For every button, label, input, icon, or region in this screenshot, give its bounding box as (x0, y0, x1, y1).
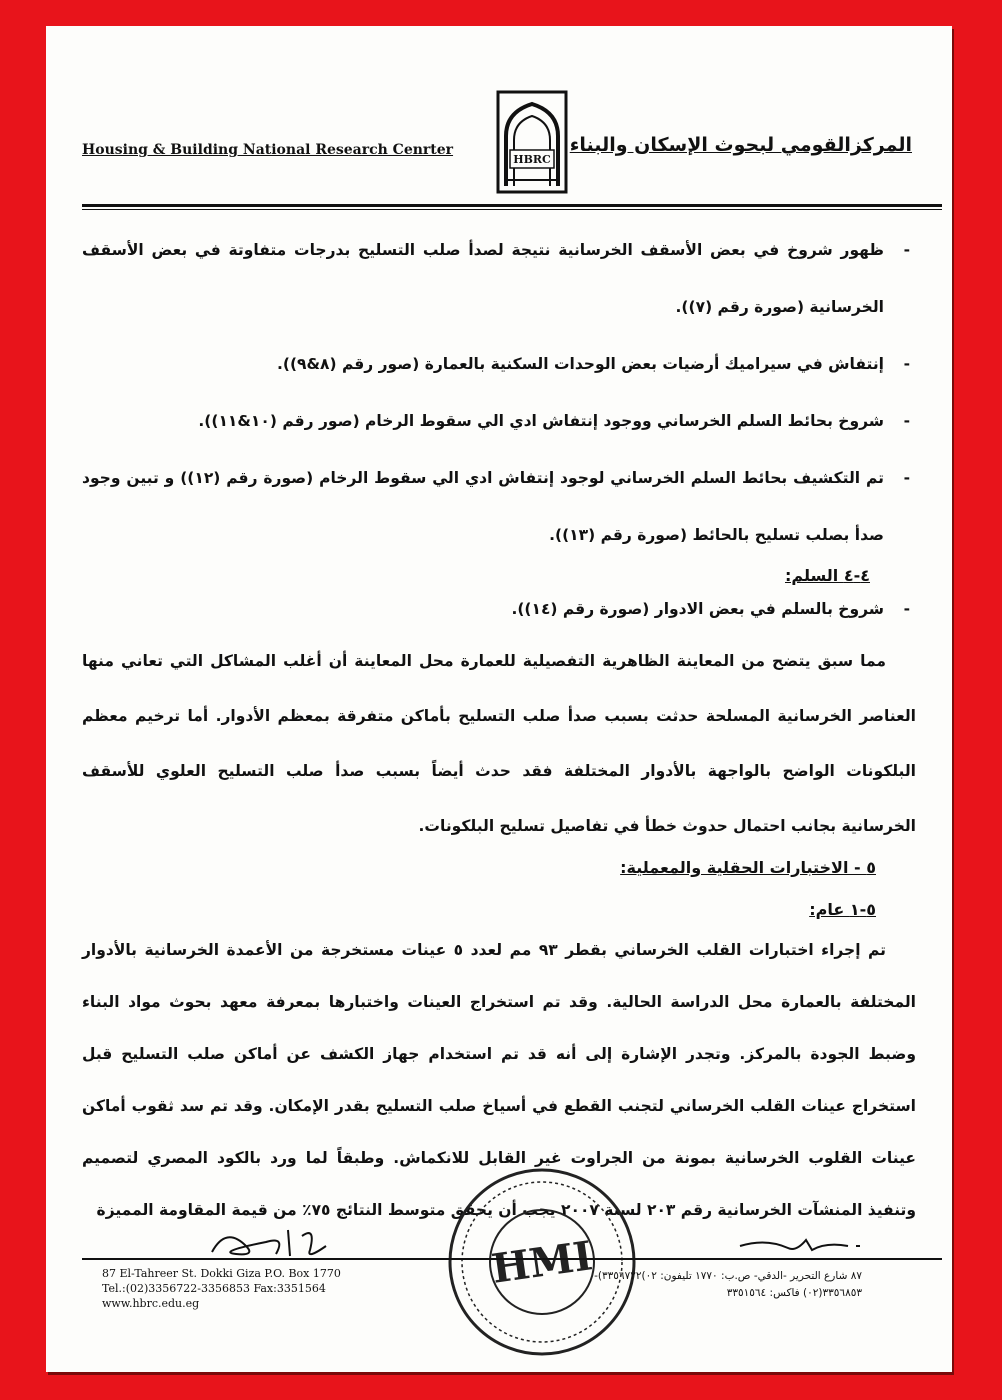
hbrc-logo-icon (496, 90, 568, 194)
list-item: - شروخ بحائط السلم الخرساني ووجود إنتفاش ادي الي سقوط الرخام (صور رقم (١٠&١١)). (198, 412, 910, 430)
section-heading-stairs: ٤-٤ السلم: (785, 566, 870, 585)
header-rule-thin (82, 209, 942, 210)
header-rule (82, 204, 942, 207)
document-page (46, 26, 952, 1372)
round-stamp-icon (444, 1164, 640, 1360)
signature-left-icon (206, 1216, 336, 1264)
footer-address-en: 87 El-Tahreer St. Dokki Giza P.O. Box 1770 Tel.:(02)3356722-3356853 Fax:3351564 www.hbrc.edu.eg (102, 1267, 341, 1310)
section-heading-tests: ٥ - الاختبارات الحقلية والمعملية: (620, 858, 876, 877)
header-title-en: Housing & Building National Research Cenrter (82, 142, 454, 158)
list-item: - شروخ بالسلم في بعض الادوار (صورة رقم (١٤)). (511, 600, 910, 618)
list-item: - تم التكشيف بحائط السلم الخرساني لوجود إنتفاش ادي الي سقوط الرخام (صورة رقم (١٢)) و تبين وجود صدأ بصلب تسليح بالحائط (صورة رقم (١٣)). (82, 469, 910, 544)
tests-paragraph: تم إجراء اختبارات القلب الخرساني بقطر ٩٣ مم لعدد ٥ عينات مستخرجة من الأعمدة الخرسانية بالأدوار المختلفة بالعمارة محل الدراسة الحالية. وقد تم استخراج العينات واختبارها بمعرفة معهد بحوث مواد البناء وضبط الجودة بالمركز. وتجدر الإشارة إلى أنه قد تم استخدام جهاز الكشف عن أماكن صلب التسليح قبل استخراج عينات القلب الخرساني لتجنب القطع في أسياخ صلب التسليح بقدر الإمكان. وقد تم سد ثقوب أماكن عينات القلوب الخرسانية بمونة من الجراوت غير القابل للانكماش. وطبقاً لما ورد بالكود المصري لتصميم وتنفيذ المنشآت الخرسانية رقم ٢٠٣ لسنة ٢٠٠٧ يجب أن يحقق متوسط النتائج ٧٥٪ من قيمة المقاومة المميزة (82, 941, 916, 1219)
header-title-ar: المركزالقومي لبحوث الإسكان والبناء (569, 134, 912, 156)
stairs-bullet (82, 594, 916, 624)
svg-text:HBRC: HBRC (513, 153, 551, 166)
footer-rule (82, 1258, 942, 1260)
svg-text:HMI: HMI (488, 1232, 596, 1293)
stairs-paragraph: مما سبق يتضح من المعاينة الظاهرية التفصيلية للعمارة محل المعاينة أن أغلب المشاكل التي تعاني منها العناصر الخرسانية المسلحة حدثت بسبب صدأ صلب التسليح بأماكن متفرقة بمعظم الأدوار. أما ترخيم معظم البلكونات الواضح بالواجهة بالأدوار المختلفة فقد حدث أيضاً بسبب صدأ صلب التسليح العلوي للأسقف الخرسانية بجانب احتمال حدوث خطأ في تفاصيل تسليح البلكونات. (82, 652, 916, 835)
section-subheading-general: ٥-١ عام: (809, 900, 876, 919)
signature-right-icon (736, 1222, 876, 1258)
list-item: - إنتفاش في سيراميك أرضيات بعض الوحدات السكنية بالعمارة (صور رقم (٨&٩)). (276, 355, 910, 373)
list-item: - ظهور شروخ في بعض الأسقف الخرسانية نتيجة لصدأ صلب التسليح بدرجات متفاوتة في بعض الأسقف الخرسانية (صورة رقم (٧)). (82, 241, 910, 316)
bullet-list-top (82, 222, 916, 564)
footer-address-ar: ٨٧ شارع التحرير -الدقي- ص.ب: ١٧٧٠ تليفون: ٠٢)٣٣٥٦٧٢٢)- ٣٣٥٦٨٥٣(٠٢) فاكس: ٣٣٥١٥٦٤ (594, 1270, 862, 1299)
